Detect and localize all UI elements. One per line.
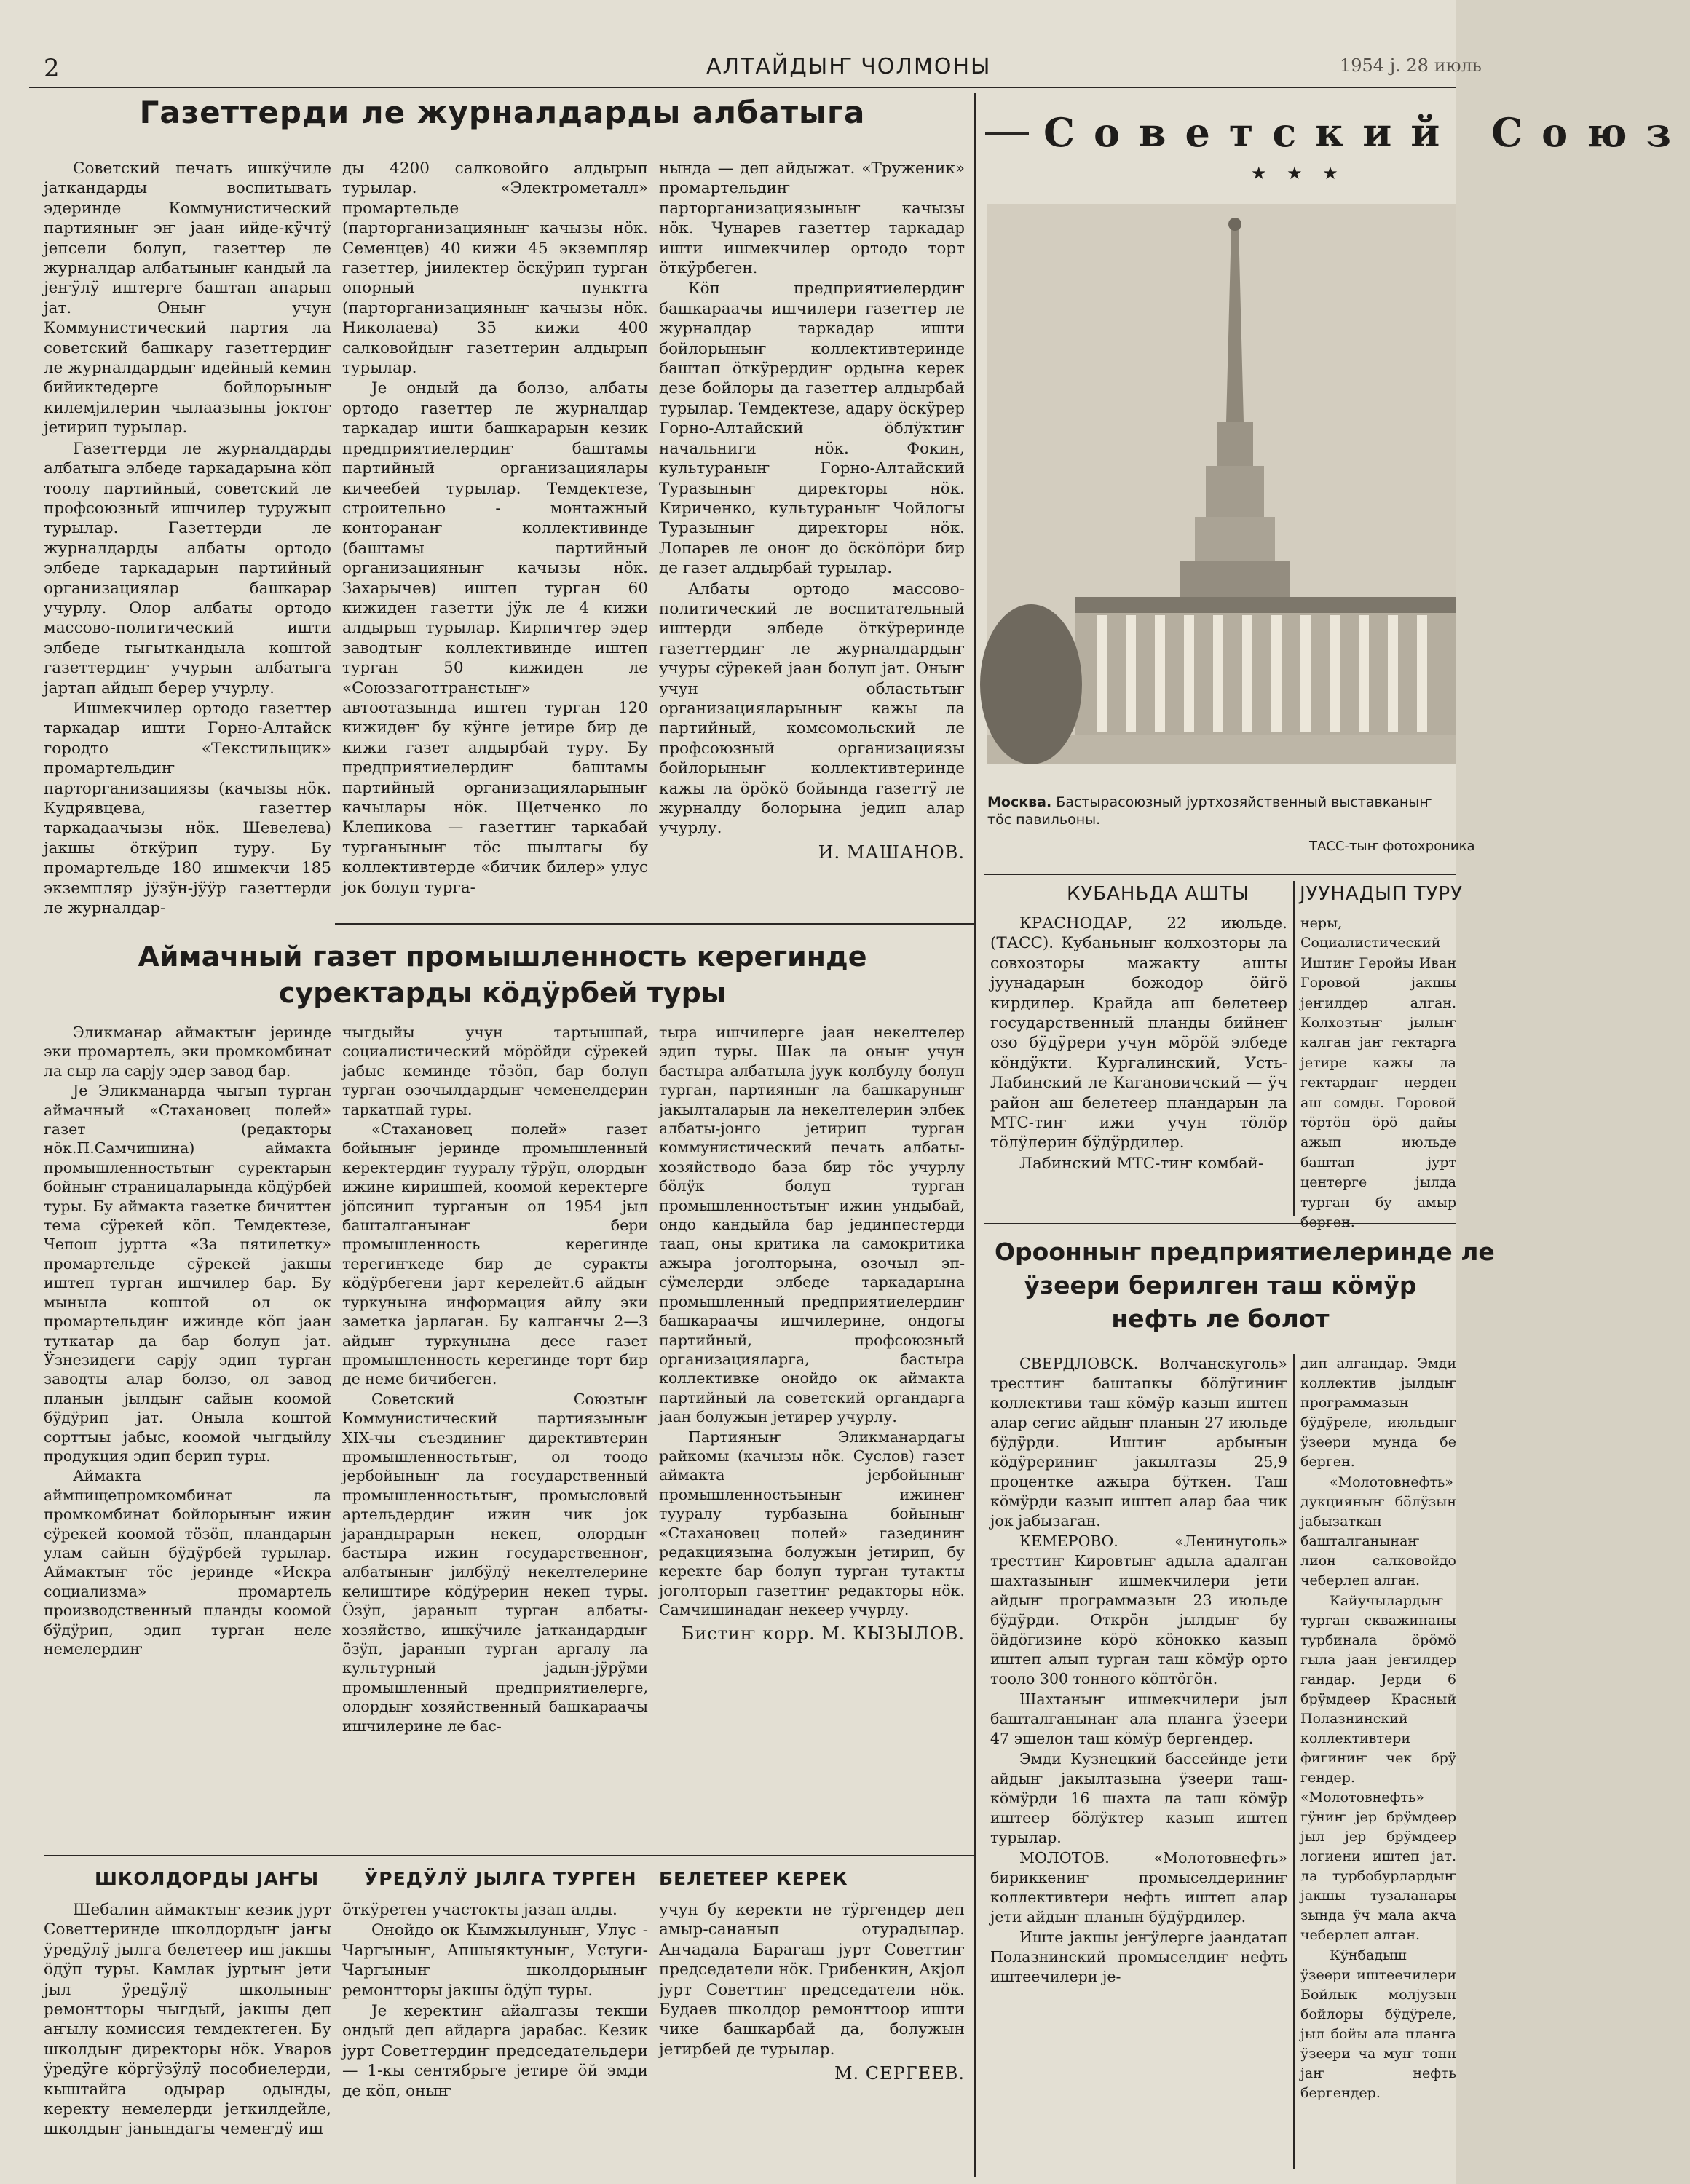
oroon-column-1 bbox=[990, 1354, 1287, 1987]
paragraph: Газеттерди ле журналдарды албатыга элбеде таркадарына кӧп тоолу партийный, советский ле профсоюзный ишчилер туружып турылар. Газеттерди ле журналдарды албаты ортодо элбеде таркадарын партийный организациялар башкарар учурлу. Олор албаты ортодо массово-политический ишти элбеде тыгыткандыла коштой газеттердиҥ учурын албатыга јартап айдып берер учурлу. bbox=[44, 439, 331, 697]
column-divider bbox=[1293, 881, 1295, 1216]
article2-column-3 bbox=[659, 1023, 965, 1643]
oroon-title-line-2: ӱзеери берилген таш кӧмӱр bbox=[1024, 1271, 1417, 1299]
paragraph: ӧткӱретен участокты јазап алды. bbox=[342, 1901, 617, 1919]
paragraph: Албаты ортодо массово-политический ле воспитательный иштерди элбеде ӧткӱреринде газеттердиҥ ле журналдардыҥ учуры сӱрекей јаан болуп јат. Оныҥ учун областьтыҥ организацияларыныҥ кажы ла партийный, комсомольский ле профсоюзный организациязы бойлорыныҥ коллективтеринде кажы ла ӧрӧкӧ бойында газеттӱ ле журналду болорына једип алар учурлу. bbox=[659, 579, 965, 838]
oroon-column-2 bbox=[1300, 1354, 1456, 2104]
article3-column-2 bbox=[342, 1900, 648, 2102]
photo-caption bbox=[987, 794, 1456, 828]
article2-title-line-1: Аймачный газет промышленность керегинде bbox=[138, 941, 867, 973]
article1-column-2 bbox=[342, 159, 648, 898]
kuban-title-part-2: ЈУУНАДЫП ТУРУ bbox=[1300, 883, 1464, 905]
article2-column-1 bbox=[44, 1023, 331, 1659]
soviet-union-heading bbox=[982, 102, 1690, 183]
paragraph: Эликманар аймактыҥ јеринде эки промартель, эки промкомбинат ла сыр ла сарју эдер завод бар. bbox=[44, 1024, 331, 1080]
pavilion-photo bbox=[987, 204, 1456, 764]
paragraph: Кӱнбадыш ӱзеери иштеечилери Бойлык молјузын бойлоры бӱдӱреле, јыл бойы ала планга ӱзеери ча муҥ тонн јаҥ нефть бергендер. bbox=[1300, 1947, 1456, 2101]
paragraph: «Молотовнефть» дукцияныҥ бӧлӱзын јабызаткан башталганынаҥ лион салковойдо чеберлеп алган. bbox=[1300, 1474, 1456, 1588]
divider bbox=[984, 1223, 1456, 1224]
heading-rule bbox=[985, 132, 1029, 135]
paragraph: Аймакта аймпищепромкомбинат ла промкомбинат бойлорыныҥ ижин сӱрекей коомой тӧзӧп, пландарын улам сайын бӱдӱрбей турылар. Аймактыҥ тӧс јеринде «Искра социализма» промартель производственный планды коомой бӱдӱрип, эдип турган неле немелердиҥ bbox=[44, 1467, 331, 1658]
article3-title-part-3: ТУРГЕН bbox=[553, 1868, 637, 1889]
paragraph: Је Эликманарда чыгып турган аймачный «Стахановец полей» газет (редакторы нӧк.П.Самчишина) аймакта промышленностьтыҥ суректарын бойныҥ страницаларында кӧдӱрбей туры. Бу аймакта газетке бичиттен тема сӱрекей кӧп. Темдектезе, Чепош јуртта «За пятилетку» промартельде сӱрекей јакшы иштеп турган ишчилер бар. Бу мыныла коштой ол ок промартельдиҥ ижинде кӧп јаан туткатар да бар болуп јат. Ӱзнезидеги сарју эдип турган заводты алар болзо, ол завод планын јылдыҥ сайын коомой бӱдӱрип јат. Оныла коштой сорттыы јабыс, коомой чыгдыйлу продукция эдип берип туры. bbox=[44, 1082, 331, 1465]
paragraph: КРАСНОДАР, 22 июльде. (ТАСС). Кубаньныҥ колхозторы ла совхозторы мажакту ашты јуунадарын божодор ӧйгӧ кирдилер. Крайда аш белетеер государственный планды бийнеҥ озо бӱдӱрери учун мӧрӧй элбеде кӧндӱкти. Кургалинский, Усть-Лабинский ле Кагановичский — ӱч район аш белетеер пландарын ла МТС-тиҥ ижи учун тӧлӧр тӧлӱлерин бӱдӱрдилер. bbox=[990, 914, 1287, 1152]
article1-column-3 bbox=[659, 159, 965, 863]
article2-signature: Бистиҥ корр. М. КЫЗЫЛОВ. bbox=[681, 1623, 965, 1644]
article2-column-2 bbox=[342, 1023, 648, 1736]
oroon-title-line-3: нефть ле болот bbox=[1111, 1305, 1330, 1333]
paragraph: Ишмекчилер ортодо газеттер таркадар ишти Горно-Алтайск городто «Текстильщик» промартельдиҥ парторганизациязы (качызы нӧк. Кудрявцева, газеттер таркадаачызы нӧк. Шевелева) јакшы ӧткӱрип туру. Бу промартельде 180 ишмекчи 185 экземпляр јӱзӱн-јӱӱр газеттерди ле журналдар- bbox=[44, 699, 331, 918]
paragraph: неры, Социалистический Иштиҥ Геройы Иван Горовой јакшы јеҥилдер алган. Колхозтыҥ јылыҥ калган јаҥ гектарга јетире кажы ла гектардаҥ нерден аш сомды. Горовой тӧртӧн ӧрӧ дайы ажып июльде баштап јурт центерге јылда турган бу амыр bbox=[1300, 915, 1456, 1211]
paragraph: Советский Союзтыҥ Коммунистический партиязыныҥ XIX-чы съездиниҥ директивтерин промышленностьтыҥ, ол тоодо јербойыныҥ ла государственный промышленностьтыҥ, промысловый артельдердиҥ ижин чик јок јарандырарын некеп, олордыҥ бастыра ижин государственноҥ, албатыныҥ јилбӱлӱ некелтелерине келиштире кӧдӱрерин некеп туры. Ӧзӱп, јаранып турган албаты-хозяйство, ишкӱчиле јаткандардыҥ ӧзӱп, јаранып турган аргалу ла культурный јадын-јӱрӱми промышленный предприятиелерге, олордыҥ хозяйственный башкараачы ишчилерине ле бас- bbox=[342, 1390, 648, 1735]
issue-date: 1954 j. 28 июль bbox=[1340, 55, 1482, 76]
caption-city: Москва. bbox=[987, 794, 1052, 810]
photo-credit: ТАСС-тыҥ фотохроника bbox=[1309, 839, 1475, 854]
paragraph: ды 4200 салковойго алдырып турылар. «Электрометалл» промартельде (парторганизацияныҥ качызы нӧк. Семенцев) 40 кижи 45 экземпляр газеттер, јиилектер ӧскӱрип турган опорный пунктта (парторганизацияныҥ качызы нӧк. Николаева) 35 кижи 400 салковойдыҥ газеттерин алдырып турылар. bbox=[342, 159, 648, 378]
divider bbox=[984, 874, 1456, 875]
divider bbox=[335, 923, 976, 925]
kuban-title: КУБАНЬДА АШТЫ bbox=[1067, 883, 1250, 905]
article3-title-part-1: ШКОЛДОРДЫ ЈАҤЫ bbox=[95, 1868, 320, 1889]
paragraph: МОЛОТОВ. «Молотовнефть» бириккениҥ промыселдериниҥ коллективтери нефть иштеп алар јети айдыҥ планын бӱдӱрдилер. bbox=[990, 1849, 1287, 1926]
paragraph: дип алгандар. Эмди коллектив јылдыҥ программазын бӱдӱреле, июльдыҥ ӱзеери мунда бе берген. bbox=[1300, 1356, 1456, 1470]
page-header bbox=[29, 51, 1482, 90]
article1-signature: И. МАШАНОВ. bbox=[818, 842, 965, 863]
paragraph: «Стахановец полей» газет бойыныҥ јеринде промышленный керектердиҥ тууралу тӱрӱп, олордыҥ ижине киришпей, коомой керектерге јӧпсинип турганын ол 1954 јыл башталганынаҥ бери промышленность керегинде терегиҥкеде бир де суракты кӧдӱрбегени јарт керелейт.6 айдыҥ туркунына информация айлу эки заметка јарлаган. Бу калганчы 2—3 айдыҥ туркунына десе газет промышленность керегинде торт бир де неме бичибеген. bbox=[342, 1120, 648, 1388]
newspaper-title: АЛТАЙДЫҤ ЧОЛМОНЫ bbox=[706, 54, 992, 79]
kuban-column-2 bbox=[1300, 914, 1456, 1234]
article3-column-1 bbox=[44, 1900, 331, 2140]
paragraph: нында — деп айдыжат. «Труженик» промартельдиҥ парторганизациязыныҥ качызы нӧк. Чунарев газеттер таркадар ишти ишмекчилер ортодо торт ӧткӱрбеген. bbox=[659, 159, 965, 278]
paragraph: чыгдыйы учун тартышпай, социалистический мӧрӧйди сӱрекей јабыс кеминде тӧзӧп, бар болуп турган озочылдардыҥ чеменелдерин таркатпай туры. bbox=[342, 1024, 648, 1118]
paragraph: Иште јакшы јеҥӱлерге јаандатап Полазнинский промыселдиҥ нефть иштеечилери је- bbox=[990, 1928, 1287, 1985]
paragraph: учун бу керекти не тӱргендер деп амыр-сананып отурадылар. Анчадала Барагаш јурт Советтиҥ председатели нӧк. Грибенкин, Акјол јурт Советтиҥ председатели нӧк. Будаев школдор ремонттоор ишти чике башкарбай да, болужын јетирбей де турылар. bbox=[659, 1901, 965, 2059]
paragraph: Је ондый да болзо, албаты ортодо газеттер ле журналдар таркадар ишти башкарарын кезик предприятиелердиҥ баштамы партийный организациялары кичеебей турылар. Темдектезе, строительно - монтажный конторанаҥ коллективинде (баштамы партийный организацияныҥ качызы нӧк. Захарычев) иштеп турган 60 кижиден газетти јӱк ле 4 кижи алдырып турылар. Кирпичтер эдер заводтыҥ коллективинде иштеп турган 50 кижиден ле «Союззаготтранстыҥ» автоотазында иштеп турган 120 кижидеҥ бу кӱнге јетире бир де кижи газет алдырбай туру. Бу предприятиелердиҥ баштамы партийный организацияларыныҥ качылары нӧк. Щетченко ло Клепикова — газеттиҥ таркабай турганыныҥ тӧс шылтагы бу коллективтерде «бичик билер» улус јок болуп турга- bbox=[342, 379, 648, 897]
paragraph: СВЕРДЛОВСК. Волчанскуголь» тресттиҥ баштапкы бӧлӱгиниҥ коллективи таш кӧмӱр казып иштеп алар сегис айдыҥ планын 27 июльде бӱдӱрди. Иштиҥ арбынын кӧдӱрериниҥ јакылтазы 25,9 процентке ажыра бӱткен. Таш кӧмӱрди казып иштеп алар баа чик јок јабызаган. bbox=[990, 1355, 1287, 1530]
paragraph: Је керектиҥ айалгазы текши ондый деп айдарга јарабас. Кезик јурт Советтердиҥ председательдери — 1-кы сентябрьге јетире ӧй эмди де кӧп, оныҥ bbox=[342, 2002, 648, 2100]
paragraph: Шахтаныҥ ишмекчилери јыл башталганынаҥ ала планга ӱзеери 47 эшелон таш кӧмӱр бергендер. bbox=[990, 1690, 1287, 1747]
article3-signature: М. СЕРГЕЕВ. bbox=[834, 2063, 965, 2084]
paragraph: Онойдо ок Кымжылуныҥ, Улус - Чаргыныҥ, Апшыяктуныҥ, Устуги-Чаргыныҥ школдорыныҥ ремонтторы јакшы ӧдӱп туры. bbox=[342, 1921, 648, 2000]
soviet-union-section bbox=[982, 95, 1690, 870]
paragraph: тыра ишчилерге јаан некелтелер эдип туры. Шак ла оныҥ учун бастыра албатыла јуук колбулу болуп турган, партияныҥ ла башкаруныҥ јакылталарын ла некелтелерин элбек албаты-јонго јетирип турган коммунистический печать албаты-хозяйстводо база бир тӧс учурлу бӧлӱк болуп турган промышленностьтыҥ ижин ундыбай, ондо кандыйла бар јединпестерди таап, оны критика ла самокритика ажыра јоголторына, озочыл эп-сӱмелерди элбеде таркадарына промышленный предприятиелердиҥ башкараачы ишчилерине, ондогы партийный, профсоюзный организацияларга, бастыра коллективке онойдо ок аймакта партийный ла советский органдарга јаан болужын јетирер учурлу. bbox=[659, 1024, 965, 1426]
paragraph: КЕМЕРОВО. «Ленинуголь» тресттиҥ Кировтыҥ адыла адалган шахтазыныҥ ишмекчилери јети айдыҥ программазын 23 июльде бӱдӱрди. Открӧн јылдыҥ бу ӧйдӧгизине кӧрӧ кӧнокко казып иштеп алып турган таш кӧмӱр орто тооло 300 тонного кӧптӧгӧн. bbox=[990, 1532, 1287, 1688]
divider bbox=[44, 1855, 976, 1856]
article2-title-line-2: суректарды кӧдӱрбей туры bbox=[278, 977, 727, 1009]
paragraph: Лабинский МТС-тиҥ комбай- bbox=[1019, 1154, 1264, 1173]
article3-title-part-4: БЕЛЕТЕЕР КЕРЕК bbox=[659, 1868, 848, 1889]
column-divider bbox=[974, 93, 976, 2177]
paragraph: Кӧп предприятиелердиҥ башкараачы ишчилери газеттер ле журналдар таркадар ишти бойлорыныҥ коллективтеринде баштап ӧткӱрердиҥ ордына керек дезе бойлоры да газеттер алдырбай турылар. Темдектезе, адару ӧскӱрер Горно-Алтайский ӧблӱктиҥ начальниги нӧк. Фокин, культураныҥ Горно-Алтайский Туразыныҥ директоры нӧк. Кириченко, культураныҥ Чойлогы Туразыныҥ директоры нӧк. Лопарев ле оноҥ до ӧскӧлӧри бир де газет алдырбай турылар. bbox=[659, 280, 965, 578]
paragraph: Партияныҥ Эликманардагы райкомы (качызы нӧк. Суслов) газет аймакта јербойыныҥ промышленностьыныҥ ижинеҥ тууралу турбазына бойыныҥ «Стахановец полей» газединиҥ редакциязына болужын јетирип, бу керекте бар болуп турган тутакты јоголторып газеттиҥ редакторы нӧк. Самчишинадаҥ некеер учурлу. bbox=[659, 1428, 965, 1619]
article3-column-3 bbox=[659, 1900, 965, 2084]
article1-title: Газеттерди ле журналдарды албатыга bbox=[139, 95, 866, 130]
soviet-union-title: Советский Союз bbox=[1043, 109, 1690, 156]
article1-column-1 bbox=[44, 159, 331, 919]
stars-ornament: ★ ★ ★ bbox=[1251, 163, 1346, 183]
paragraph: Советский печать ишкӱчиле јаткандарды воспитывать эдеринде Коммунистический партияныҥ эҥ јаан ийде-кӱчтӱ јепсели болуп, газеттер ле журналдар албатыныҥ кандый ла јеҥӱлӱ иштерге баштап апарып јат. Оныҥ учун Коммунистический партия ла советский башкару газеттердиҥ ле журналдардыҥ идейный кемин бийиктедерге бойлорыныҥ килемјилерин чылаазыны јоктоҥ јетирип турылар. bbox=[44, 159, 331, 438]
kuban-column-1 bbox=[990, 914, 1287, 1174]
paragraph: Эмди Кузнецкий бассейнде јети айдыҥ јакылтазына ӱзеери таш-кӧмӱрди 16 шахта ла таш кӧмӱр иштеер бӧлӱктер казып иштеп турылар. bbox=[990, 1750, 1287, 1846]
caption-text: Бастырасоюзный ј̇уртхозяйственный выставканыҥ тӧс павильоны. bbox=[987, 794, 1432, 828]
oroon-title-line-1: Ороонныҥ предприятиелеринде ле bbox=[995, 1238, 1495, 1266]
pavilion-illustration bbox=[987, 204, 1456, 764]
page-number: 2 bbox=[44, 54, 60, 83]
paragraph: Кайучылардыҥ турган скважинаны турбинала ӧрӧмӧ гыла јаан јеҥилдер гандар. Јерди 6 брӱмдеер Красный Полазнинский коллективтери фигиниҥ чек брӱ гендер. «Молотовнефть» гӱниҥ јер брӱмдеер јыл јер брӱмдеер логиени иштеп јат. ла турбобурлардыҥ јакшы тузаланары зында ӱч мала акча чеберлеп алган. bbox=[1300, 1593, 1456, 1943]
column-divider bbox=[1293, 1354, 1295, 2169]
article3-title-part-2: ӰРЕДӰЛӰ ЈЫЛГА bbox=[364, 1868, 546, 1889]
paragraph: Шебалин аймактыҥ кезик јурт Советтеринде школдордыҥ јаҥы ӱредӱлӱ јылга белетеер иш јакшы ӧдӱп туры. Камлак јуртыҥ јети јыл ӱредӱлӱ школыныҥ ремонтторы чыгдый, јакшы деп аҥылу комиссия темдектеген. Бу школдыҥ директоры нӧк. Уваров ӱредӱге кӧргӱзӱлӱ пособиелерди, кыштайга одырар одынды, керекту немелерди јеткилдейле, школдыҥ јанындагы чемеҥдӱ иш bbox=[44, 1901, 331, 2139]
